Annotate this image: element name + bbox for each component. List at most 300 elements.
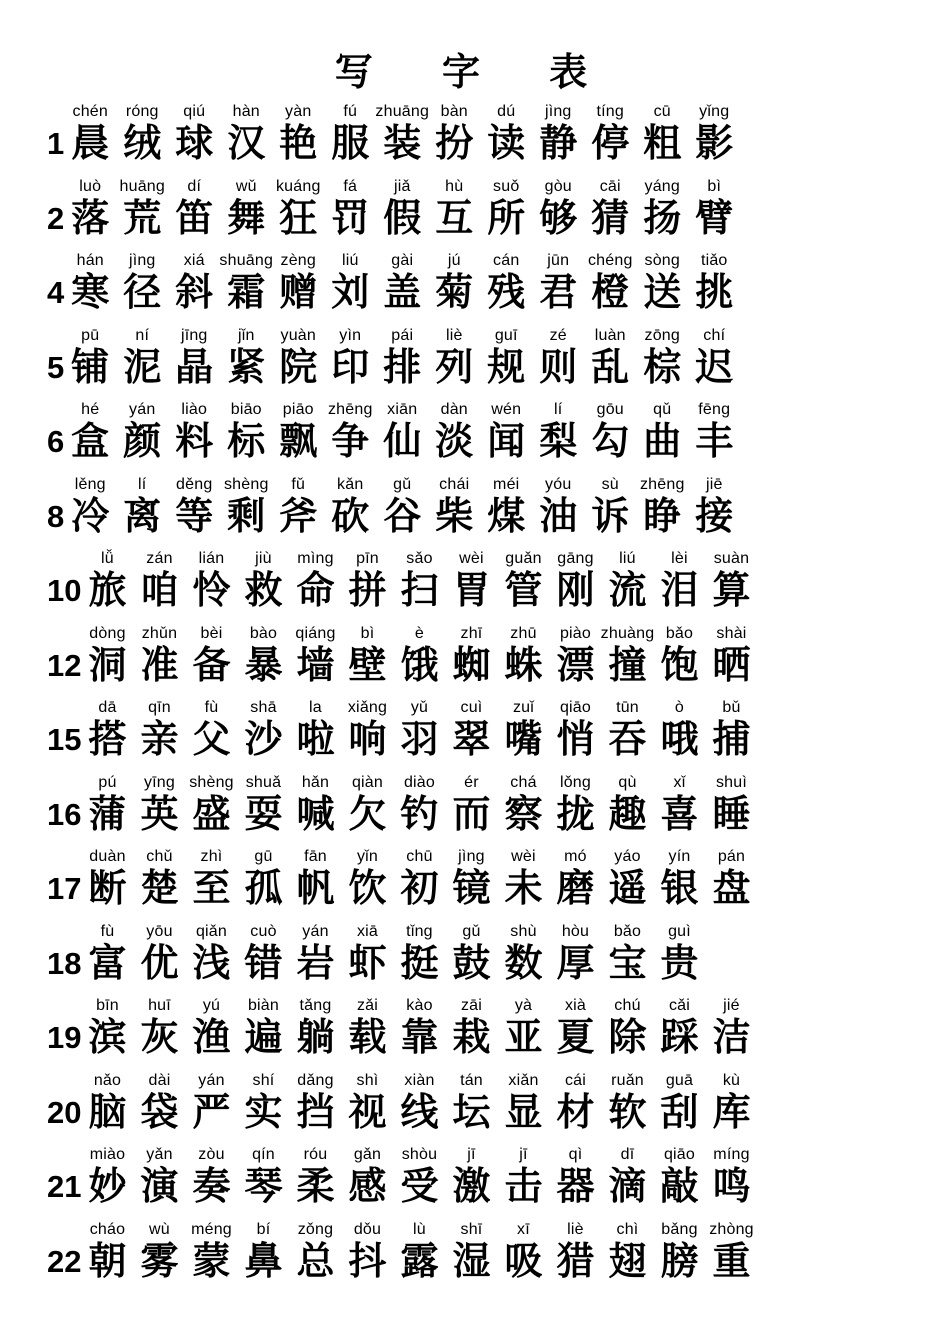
hanzi: 显 [504, 1089, 543, 1134]
character-cell [705, 996, 757, 1058]
hanzi: 乱 [591, 344, 630, 389]
pinyin: dòng [89, 624, 126, 642]
hanzi: 柴 [435, 493, 474, 538]
lesson-number: 22 [47, 1243, 82, 1279]
character-cell [133, 1220, 185, 1282]
hanzi: 琴 [244, 1164, 283, 1208]
pinyin: bǎo [665, 624, 694, 642]
hanzi: 欠 [348, 791, 387, 836]
character-cell [532, 177, 584, 239]
hanzi: 迟 [695, 344, 734, 389]
hanzi: 感 [348, 1164, 387, 1208]
pinyin: shèng [189, 773, 234, 791]
hanzi: 互 [435, 195, 474, 240]
hanzi: 假 [383, 195, 422, 240]
character-cell [636, 102, 688, 164]
pinyin: shí [252, 1071, 275, 1089]
character-cell [480, 177, 532, 239]
character-cell [497, 847, 549, 909]
character-cell [445, 847, 497, 909]
pinyin: fá [343, 177, 358, 195]
character-cell [168, 177, 220, 239]
hanzi: 妙 [88, 1164, 127, 1208]
pinyin: méi [493, 475, 520, 493]
pinyin: dí [187, 177, 202, 195]
hanzi: 送 [643, 270, 682, 314]
character-cell [220, 400, 272, 462]
hanzi: 泥 [123, 344, 162, 389]
pinyin: wèi [511, 848, 536, 865]
character-list [81, 922, 705, 984]
hanzi: 厚 [556, 940, 595, 985]
pinyin: lěng [74, 475, 106, 493]
character-cell [549, 1220, 601, 1282]
pinyin: huāng [119, 177, 165, 195]
pinyin: hòu [561, 922, 590, 940]
lesson-row [47, 1147, 757, 1207]
character-cell [532, 400, 584, 462]
hanzi: 除 [608, 1015, 647, 1059]
hanzi: 嘴 [504, 717, 543, 761]
character-cell [428, 326, 480, 388]
pinyin: cuì [460, 699, 483, 716]
pinyin: gāng [557, 550, 594, 567]
character-cell [393, 624, 445, 686]
character-cell [428, 251, 480, 313]
character-list [64, 102, 740, 164]
character-cell [341, 773, 393, 835]
pinyin: dǎng [297, 1071, 334, 1089]
character-cell [116, 102, 168, 164]
hanzi: 煤 [487, 493, 526, 538]
character-cell [584, 177, 636, 239]
hanzi: 踩 [660, 1015, 699, 1059]
character-cell [584, 326, 636, 388]
character-cell [168, 102, 220, 164]
pinyin: jìng [544, 103, 572, 120]
hanzi: 院 [279, 344, 318, 389]
pinyin: míng [713, 1146, 750, 1163]
character-cell [653, 1220, 705, 1282]
character-cell [81, 847, 133, 909]
character-cell [549, 1071, 601, 1133]
hanzi: 优 [140, 940, 179, 985]
character-cell [532, 102, 584, 164]
character-cell [116, 177, 168, 239]
pinyin: fān [304, 848, 327, 865]
pinyin: qīn [148, 699, 171, 716]
pinyin: gòu [544, 177, 572, 195]
character-cell [601, 847, 653, 909]
pinyin: miào [89, 1146, 126, 1163]
pinyin: jié [723, 997, 740, 1014]
hanzi: 虾 [348, 940, 387, 985]
lesson-number: 5 [47, 349, 65, 385]
hanzi: 晨 [71, 121, 110, 165]
hanzi: 丰 [695, 419, 734, 463]
character-cell [237, 1220, 289, 1282]
character-cell [480, 251, 532, 313]
character-cell [237, 624, 289, 686]
character-cell [185, 1145, 237, 1207]
character-cell [272, 177, 324, 239]
character-cell [81, 773, 133, 835]
pinyin: pái [391, 326, 414, 344]
character-cell [705, 1220, 757, 1282]
hanzi: 受 [400, 1164, 439, 1208]
character-cell [584, 475, 636, 537]
hanzi: 斧 [279, 493, 318, 538]
character-cell [653, 624, 705, 686]
hanzi: 砍 [331, 493, 370, 538]
pinyin: gài [391, 252, 414, 269]
hanzi: 离 [123, 493, 162, 538]
pinyin: tán [460, 1071, 483, 1089]
hanzi: 钓 [400, 791, 439, 836]
character-cell [220, 326, 272, 388]
character-cell [116, 251, 168, 313]
hanzi: 霜 [227, 270, 266, 314]
hanzi: 数 [504, 940, 543, 985]
pinyin: lí [554, 401, 563, 418]
hanzi: 遍 [244, 1015, 283, 1059]
pinyin: bǎng [661, 1220, 698, 1238]
pinyin: dā [98, 699, 117, 716]
lesson-number: 19 [47, 1020, 82, 1055]
hanzi: 洁 [712, 1015, 751, 1059]
pinyin: jìng [128, 252, 156, 269]
hanzi: 膀 [660, 1238, 699, 1283]
hanzi: 接 [695, 493, 734, 538]
hanzi: 灰 [140, 1015, 179, 1059]
lesson-number: 17 [47, 871, 82, 906]
character-cell [81, 1071, 133, 1133]
lesson-number: 16 [47, 796, 82, 832]
pinyin: hàn [232, 103, 260, 120]
character-cell [185, 698, 237, 760]
hanzi: 管 [504, 568, 543, 612]
pinyin: yǐng [699, 103, 730, 120]
hanzi: 袋 [140, 1089, 179, 1134]
character-cell [497, 1071, 549, 1133]
hanzi: 够 [539, 195, 578, 240]
pinyin: lián [198, 550, 225, 567]
hanzi: 吸 [504, 1238, 543, 1283]
lesson-number: 20 [47, 1094, 82, 1130]
character-cell [376, 400, 428, 462]
pinyin: zhī [460, 624, 483, 642]
pinyin: bì [707, 177, 722, 195]
hanzi: 遥 [608, 866, 647, 910]
character-list [81, 698, 757, 760]
pinyin: liú [619, 550, 636, 567]
character-cell [393, 847, 445, 909]
character-cell [324, 251, 376, 313]
character-cell [705, 847, 757, 909]
pinyin: dàn [440, 401, 468, 418]
pinyin: dú [497, 103, 516, 120]
pinyin: zé [549, 326, 567, 344]
hanzi: 静 [539, 121, 578, 165]
pinyin: fǔ [291, 475, 306, 493]
lesson-row [47, 924, 705, 984]
character-cell [549, 922, 601, 984]
character-cell [185, 1220, 237, 1282]
pinyin: yīng [143, 773, 175, 791]
hanzi: 睡 [712, 791, 751, 836]
character-cell [601, 922, 653, 984]
hanzi: 装 [383, 121, 422, 165]
hanzi: 争 [331, 419, 370, 463]
hanzi: 盛 [192, 791, 231, 836]
pinyin: shì [356, 1071, 379, 1089]
hanzi: 暴 [244, 642, 283, 687]
pinyin: mìng [297, 550, 334, 567]
character-list [64, 177, 740, 239]
character-cell [220, 251, 272, 313]
character-cell [81, 996, 133, 1058]
character-cell [393, 996, 445, 1058]
pinyin: wǔ [235, 177, 257, 195]
lesson-row [47, 104, 740, 164]
character-cell [341, 996, 393, 1058]
character-cell [133, 549, 185, 611]
pinyin: yóu [545, 475, 572, 493]
pinyin: lí [138, 475, 147, 493]
hanzi: 激 [452, 1164, 491, 1208]
hanzi: 笛 [175, 195, 214, 240]
hanzi: 抖 [348, 1238, 387, 1283]
pinyin: tūn [616, 699, 639, 716]
hanzi: 脑 [88, 1089, 127, 1134]
pinyin: zhòng [709, 1220, 754, 1238]
pinyin: chéng [587, 252, 633, 269]
character-cell [445, 922, 497, 984]
hanzi: 英 [140, 791, 179, 836]
pinyin: tǐng [406, 922, 433, 940]
hanzi: 球 [175, 121, 214, 165]
pinyin: yán [302, 922, 329, 940]
pinyin: jú [447, 252, 461, 269]
hanzi: 喊 [296, 791, 335, 836]
pinyin: fù [100, 922, 115, 940]
hanzi: 停 [591, 121, 630, 165]
hanzi: 哦 [660, 717, 699, 761]
character-cell [116, 475, 168, 537]
character-cell [341, 847, 393, 909]
pinyin: gū [254, 848, 273, 865]
pinyin: sòng [644, 252, 680, 269]
hanzi: 列 [435, 344, 474, 389]
pinyin: yán [129, 401, 156, 418]
hanzi: 晶 [175, 344, 214, 389]
character-cell [341, 922, 393, 984]
hanzi: 沙 [244, 717, 283, 761]
character-cell [653, 1071, 705, 1133]
hanzi: 羽 [400, 717, 439, 761]
hanzi: 悄 [556, 717, 595, 761]
pinyin: chǔ [146, 848, 173, 865]
hanzi: 径 [123, 270, 162, 314]
pinyin: qù [618, 773, 637, 791]
character-cell [341, 1220, 393, 1282]
hanzi: 初 [400, 866, 439, 910]
hanzi: 蜘 [452, 642, 491, 687]
hanzi: 准 [140, 642, 179, 687]
pinyin: qiāo [663, 1146, 696, 1163]
character-cell [601, 1071, 653, 1133]
hanzi: 漂 [556, 642, 595, 687]
character-cell [497, 698, 549, 760]
character-cell [376, 475, 428, 537]
hanzi: 帆 [296, 866, 335, 910]
pinyin: chá [510, 773, 537, 791]
pinyin: xiàn [404, 1071, 435, 1089]
lesson-row [47, 626, 757, 686]
hanzi: 淡 [435, 419, 474, 463]
hanzi: 命 [296, 568, 335, 612]
hanzi: 贵 [660, 940, 699, 985]
pinyin: ní [135, 326, 150, 344]
character-cell [185, 549, 237, 611]
pinyin: fú [343, 103, 358, 120]
hanzi: 曲 [643, 419, 682, 463]
character-cell [497, 922, 549, 984]
character-cell [601, 624, 653, 686]
hanzi: 搭 [88, 717, 127, 761]
character-cell [237, 1145, 289, 1207]
character-list [81, 996, 757, 1058]
character-cell [549, 1145, 601, 1207]
character-cell [289, 624, 341, 686]
pinyin: tíng [596, 103, 624, 120]
character-cell [549, 847, 601, 909]
pinyin: gōu [596, 401, 624, 418]
pinyin: tǎng [299, 997, 332, 1014]
character-cell [653, 922, 705, 984]
character-cell [289, 996, 341, 1058]
pinyin: shuāng [219, 252, 274, 269]
hanzi: 怜 [192, 568, 231, 612]
pinyin: shuì [715, 773, 747, 791]
character-cell [549, 698, 601, 760]
pinyin: liè [445, 326, 463, 344]
hanzi: 艳 [279, 121, 318, 165]
hanzi: 浅 [192, 940, 231, 985]
hanzi: 磨 [556, 866, 595, 910]
character-cell [289, 698, 341, 760]
hanzi: 断 [88, 866, 127, 910]
pinyin: dī [620, 1146, 635, 1163]
pinyin: zhēng [639, 475, 685, 493]
hanzi: 材 [556, 1089, 595, 1134]
character-cell [653, 698, 705, 760]
pinyin: jìng [458, 848, 485, 865]
pinyin: zhǔn [141, 624, 178, 642]
hanzi: 舞 [227, 195, 266, 240]
pinyin: qiǎn [195, 922, 228, 940]
hanzi: 喜 [660, 791, 699, 836]
character-cell [636, 177, 688, 239]
hanzi: 算 [712, 568, 751, 612]
character-cell [341, 624, 393, 686]
character-cell [289, 1145, 341, 1207]
pinyin: xiǎng [347, 699, 388, 716]
pinyin: luò [79, 177, 102, 195]
hanzi: 未 [504, 866, 543, 910]
character-cell [289, 847, 341, 909]
hanzi: 至 [192, 866, 231, 910]
hanzi: 蛛 [504, 642, 543, 687]
hanzi: 银 [660, 866, 699, 910]
pinyin: xǐ [673, 773, 686, 791]
pinyin: yáo [614, 848, 641, 865]
character-list [81, 1145, 757, 1207]
character-cell [81, 922, 133, 984]
character-cell [81, 624, 133, 686]
hanzi: 父 [192, 717, 231, 761]
hanzi: 勾 [591, 419, 630, 463]
character-list [64, 326, 740, 388]
pinyin: qiáng [295, 624, 336, 642]
character-cell [220, 177, 272, 239]
hanzi: 橙 [591, 270, 630, 314]
pinyin: nǎo [93, 1071, 122, 1089]
character-cell [688, 400, 740, 462]
pinyin: tiǎo [700, 252, 728, 269]
character-cell [653, 1145, 705, 1207]
pinyin: guī [494, 326, 518, 344]
pinyin: piāo [282, 401, 314, 418]
character-list [81, 1071, 757, 1133]
lesson-number: 18 [47, 945, 82, 981]
pinyin: lù [413, 1220, 426, 1238]
hanzi: 罚 [331, 195, 370, 240]
hanzi: 湿 [452, 1238, 491, 1283]
pinyin: lèi [671, 550, 688, 567]
character-list [81, 847, 757, 909]
lesson-row [47, 551, 757, 611]
lesson-number: 6 [47, 424, 65, 459]
character-cell [393, 922, 445, 984]
character-cell [636, 475, 688, 537]
character-cell [393, 1071, 445, 1133]
pinyin: xià [564, 997, 587, 1014]
character-cell [185, 1071, 237, 1133]
character-cell [289, 1071, 341, 1133]
hanzi: 蒲 [88, 791, 127, 836]
character-cell [636, 251, 688, 313]
character-cell [133, 996, 185, 1058]
character-cell [185, 624, 237, 686]
hanzi: 器 [556, 1164, 595, 1208]
character-cell [428, 177, 480, 239]
hanzi: 撞 [608, 642, 647, 687]
hanzi: 挡 [296, 1089, 335, 1134]
pinyin: cháo [89, 1220, 126, 1238]
character-cell [428, 102, 480, 164]
pinyin: shòu [401, 1146, 438, 1163]
hanzi: 雾 [140, 1238, 179, 1283]
hanzi: 狂 [279, 195, 318, 240]
hanzi: 猎 [556, 1238, 595, 1283]
hanzi: 敲 [660, 1164, 699, 1208]
pinyin: cǎi [668, 997, 691, 1014]
character-cell [324, 326, 376, 388]
character-cell [64, 400, 116, 462]
character-cell [116, 326, 168, 388]
pinyin: sǎo [406, 550, 433, 567]
